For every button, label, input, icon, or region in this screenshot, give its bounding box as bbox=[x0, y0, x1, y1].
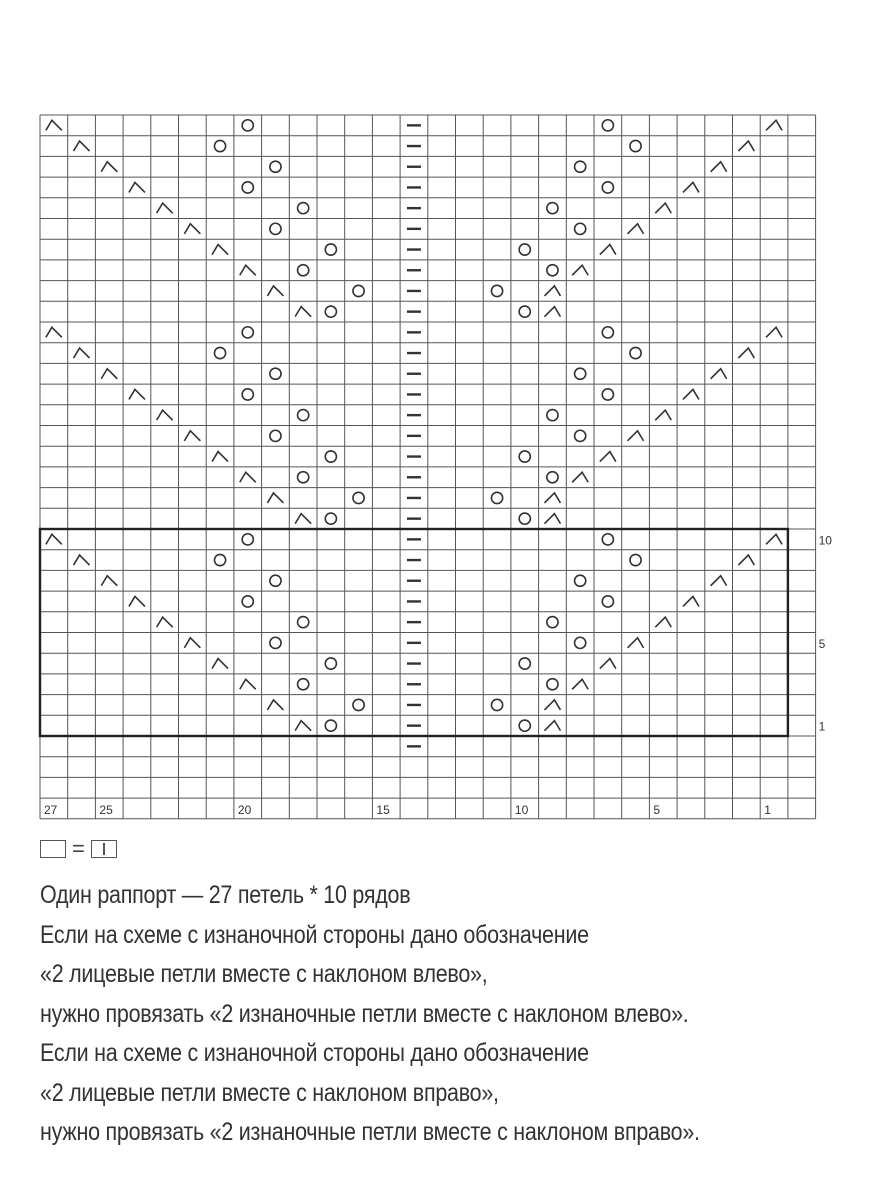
k2tog-right-symbol bbox=[544, 493, 560, 503]
legend-equals: = bbox=[72, 836, 85, 861]
k2tog-right-symbol bbox=[544, 286, 560, 296]
yarn-over-symbol bbox=[575, 223, 586, 234]
k2tog-left-symbol bbox=[157, 617, 173, 627]
k2tog-right-symbol bbox=[766, 534, 782, 544]
k2tog-left-symbol bbox=[240, 265, 256, 275]
k2tog-right-symbol bbox=[544, 514, 560, 524]
k2tog-right-symbol bbox=[766, 120, 782, 130]
k2tog-right-symbol bbox=[600, 659, 616, 669]
yarn-over-symbol bbox=[242, 182, 253, 193]
row-number-label: 5 bbox=[818, 636, 826, 651]
yarn-over-symbol bbox=[547, 410, 558, 421]
yarn-over-symbol bbox=[325, 658, 336, 669]
yarn-over-symbol bbox=[325, 306, 336, 317]
yarn-over-symbol bbox=[325, 451, 336, 462]
k2tog-right-symbol bbox=[628, 431, 644, 441]
column-number-label: 27 bbox=[44, 802, 58, 817]
yarn-over-symbol bbox=[602, 389, 613, 400]
k2tog-right-symbol bbox=[628, 638, 644, 648]
yarn-over-symbol bbox=[630, 347, 641, 358]
yarn-over-symbol bbox=[353, 699, 364, 710]
yarn-over-symbol bbox=[270, 430, 281, 441]
k2tog-right-symbol bbox=[600, 452, 616, 462]
yarn-over-symbol bbox=[575, 637, 586, 648]
yarn-over-symbol bbox=[270, 161, 281, 172]
yarn-over-symbol bbox=[325, 720, 336, 731]
k2tog-left-symbol bbox=[240, 472, 256, 482]
yarn-over-symbol bbox=[298, 679, 309, 690]
k2tog-left-symbol bbox=[212, 659, 228, 669]
column-number-label: 1 bbox=[764, 802, 771, 817]
yarn-over-symbol bbox=[547, 617, 558, 628]
yarn-over-symbol bbox=[519, 244, 530, 255]
k2tog-right-symbol bbox=[572, 679, 588, 689]
yarn-over-symbol bbox=[298, 472, 309, 483]
yarn-over-symbol bbox=[519, 658, 530, 669]
yarn-over-symbol bbox=[214, 140, 225, 151]
yarn-over-symbol bbox=[242, 534, 253, 545]
yarn-over-symbol bbox=[214, 554, 225, 565]
k2tog-right-symbol bbox=[738, 348, 754, 358]
yarn-over-symbol bbox=[575, 430, 586, 441]
k2tog-left-symbol bbox=[184, 431, 200, 441]
yarn-over-symbol bbox=[602, 596, 613, 607]
column-number-label: 25 bbox=[99, 802, 113, 817]
yarn-over-symbol bbox=[491, 699, 502, 710]
row-number-label: 1 bbox=[818, 719, 826, 734]
k2tog-left-symbol bbox=[129, 182, 145, 192]
yarn-over-symbol bbox=[270, 575, 281, 586]
yarn-over-symbol bbox=[298, 265, 309, 276]
k2tog-right-symbol bbox=[572, 265, 588, 275]
k2tog-right-symbol bbox=[544, 307, 560, 317]
k2tog-right-symbol bbox=[655, 617, 671, 627]
k2tog-left-symbol bbox=[74, 348, 90, 358]
k2tog-right-symbol bbox=[544, 721, 560, 731]
yarn-over-symbol bbox=[270, 637, 281, 648]
k2tog-left-symbol bbox=[184, 224, 200, 234]
k2tog-right-symbol bbox=[738, 141, 754, 151]
k2tog-right-symbol bbox=[572, 472, 588, 482]
yarn-over-symbol bbox=[353, 492, 364, 503]
k2tog-right-symbol bbox=[711, 369, 727, 379]
k2tog-left-symbol bbox=[212, 245, 228, 255]
k2tog-right-symbol bbox=[544, 700, 560, 710]
yarn-over-symbol bbox=[575, 368, 586, 379]
legend-empty-cell-icon bbox=[40, 840, 66, 858]
yarn-over-symbol bbox=[298, 410, 309, 421]
caption-line: нужно провязать «2 изнаночные петли вместе с наклоном вправо». bbox=[40, 1118, 700, 1146]
k2tog-right-symbol bbox=[655, 203, 671, 213]
yarn-over-symbol bbox=[519, 451, 530, 462]
yarn-over-symbol bbox=[602, 534, 613, 545]
k2tog-left-symbol bbox=[101, 369, 117, 379]
legend-knit-cell-icon bbox=[91, 840, 117, 858]
column-number-label: 5 bbox=[653, 802, 661, 817]
yarn-over-symbol bbox=[491, 492, 502, 503]
yarn-over-symbol bbox=[298, 617, 309, 628]
yarn-over-symbol bbox=[547, 203, 558, 214]
k2tog-right-symbol bbox=[738, 555, 754, 565]
k2tog-left-symbol bbox=[101, 576, 117, 586]
row-number-label: 10 bbox=[818, 533, 832, 548]
column-number-label: 15 bbox=[376, 802, 390, 817]
yarn-over-symbol bbox=[547, 472, 558, 483]
yarn-over-symbol bbox=[602, 182, 613, 193]
k2tog-left-symbol bbox=[267, 493, 283, 503]
yarn-over-symbol bbox=[242, 327, 253, 338]
k2tog-right-symbol bbox=[711, 576, 727, 586]
column-number-label: 20 bbox=[237, 802, 252, 817]
k2tog-left-symbol bbox=[157, 203, 173, 213]
yarn-over-symbol bbox=[298, 203, 309, 214]
k2tog-left-symbol bbox=[267, 700, 283, 710]
caption-line: Если на схеме с изнаночной стороны дано обозначение bbox=[40, 1039, 589, 1067]
k2tog-right-symbol bbox=[766, 327, 782, 337]
caption-line: Один раппорт — 27 петель * 10 рядов bbox=[40, 881, 411, 909]
column-number-label: 10 bbox=[514, 802, 529, 817]
k2tog-left-symbol bbox=[240, 679, 256, 689]
k2tog-left-symbol bbox=[46, 534, 62, 544]
caption-line: нужно провязать «2 изнаночные петли вместе с наклоном влево». bbox=[40, 999, 689, 1028]
caption-line: «2 лицевые петли вместе с наклоном вправо», bbox=[40, 1078, 499, 1107]
k2tog-left-symbol bbox=[74, 555, 90, 565]
k2tog-left-symbol bbox=[184, 638, 200, 648]
yarn-over-symbol bbox=[242, 389, 253, 400]
legend bbox=[40, 836, 117, 862]
yarn-over-symbol bbox=[270, 223, 281, 234]
caption bbox=[40, 876, 754, 1153]
yarn-over-symbol bbox=[325, 513, 336, 524]
k2tog-left-symbol bbox=[295, 721, 311, 731]
yarn-over-symbol bbox=[519, 720, 530, 731]
k2tog-right-symbol bbox=[655, 410, 671, 420]
caption-line: Если на схеме с изнаночной стороны дано обозначение bbox=[40, 920, 589, 949]
k2tog-right-symbol bbox=[683, 182, 699, 192]
k2tog-left-symbol bbox=[267, 286, 283, 296]
yarn-over-symbol bbox=[547, 679, 558, 690]
yarn-over-symbol bbox=[547, 265, 558, 276]
yarn-over-symbol bbox=[242, 120, 253, 131]
caption-line: «2 лицевые петли вместе с наклоном влево», bbox=[40, 960, 488, 988]
yarn-over-symbol bbox=[575, 575, 586, 586]
yarn-over-symbol bbox=[353, 285, 364, 296]
yarn-over-symbol bbox=[270, 368, 281, 379]
k2tog-left-symbol bbox=[101, 162, 117, 172]
k2tog-left-symbol bbox=[157, 410, 173, 420]
yarn-over-symbol bbox=[602, 327, 613, 338]
k2tog-right-symbol bbox=[628, 224, 644, 234]
k2tog-right-symbol bbox=[683, 389, 699, 399]
yarn-over-symbol bbox=[325, 244, 336, 255]
k2tog-right-symbol bbox=[711, 162, 727, 172]
k2tog-left-symbol bbox=[129, 596, 145, 606]
k2tog-left-symbol bbox=[74, 141, 90, 151]
k2tog-right-symbol bbox=[683, 596, 699, 606]
k2tog-left-symbol bbox=[46, 327, 62, 337]
yarn-over-symbol bbox=[242, 596, 253, 607]
yarn-over-symbol bbox=[630, 140, 641, 151]
k2tog-left-symbol bbox=[46, 120, 62, 130]
yarn-over-symbol bbox=[630, 554, 641, 565]
k2tog-left-symbol bbox=[295, 307, 311, 317]
yarn-over-symbol bbox=[602, 120, 613, 131]
yarn-over-symbol bbox=[575, 161, 586, 172]
k2tog-right-symbol bbox=[600, 245, 616, 255]
yarn-over-symbol bbox=[491, 285, 502, 296]
yarn-over-symbol bbox=[519, 306, 530, 317]
yarn-over-symbol bbox=[214, 347, 225, 358]
k2tog-left-symbol bbox=[212, 452, 228, 462]
k2tog-left-symbol bbox=[295, 514, 311, 524]
yarn-over-symbol bbox=[519, 513, 530, 524]
k2tog-left-symbol bbox=[129, 389, 145, 399]
